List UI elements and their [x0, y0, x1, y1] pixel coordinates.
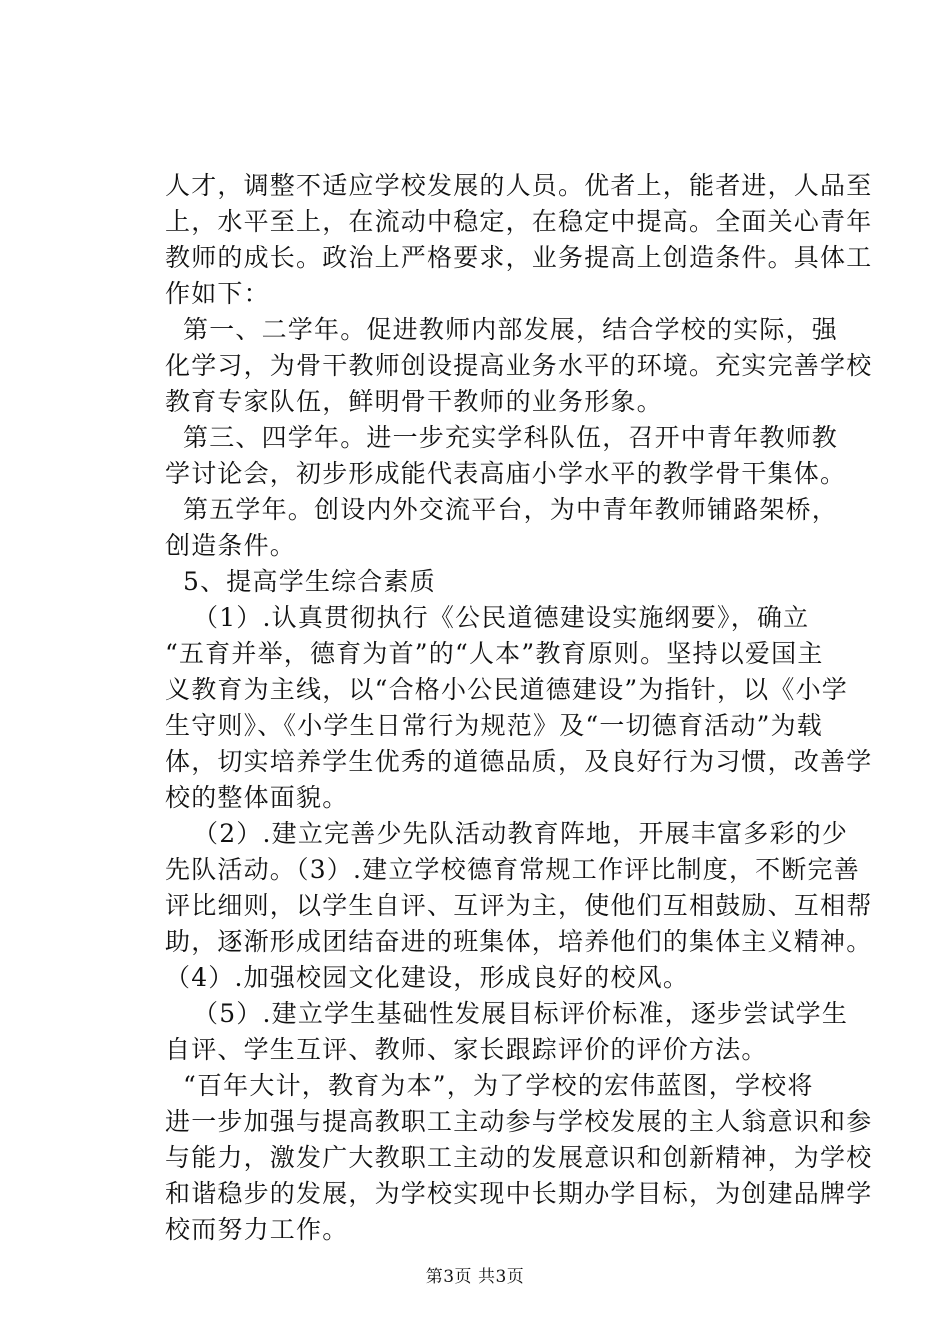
text-line: 化学习，为骨干教师创设提高业务水平的环境。充实完善学校	[165, 351, 873, 380]
text-line: “百年大计，教育为本”，为了学校的宏伟蓝图，学校将	[183, 1071, 814, 1100]
text-line: 体，切实培养学生优秀的道德品质，及良好行为习惯，改善学	[165, 747, 873, 776]
text-line: 人才，调整不适应学校发展的人员。优者上，能者进，人品至	[165, 171, 873, 200]
text-line: 评比细则，以学生自评、互评为主，使他们互相鼓励、互相帮	[165, 891, 873, 920]
text-line: （1）.认真贯彻执行《公民道德建设实施纲要》，确立	[193, 603, 810, 632]
text-line: 5、提高学生综合素质	[183, 567, 436, 596]
text-line: 校的整体面貌。	[165, 783, 349, 812]
text-line: 自评、学生互评、教师、家长跟踪评价的评价方法。	[165, 1035, 768, 1064]
text-line: 与能力，激发广大教职工主动的发展意识和创新精神，为学校	[165, 1143, 873, 1172]
text-line: 创造条件。	[165, 531, 297, 560]
text-line: 学讨论会，初步形成能代表高庙小学水平的教学骨干集体。	[165, 459, 847, 488]
document-body	[165, 168, 873, 1248]
text-line: 第一、二学年。促进教师内部发展，结合学校的实际，强	[183, 315, 839, 344]
text-line: 生守则》、《小学生日常行为规范》及“一切德育活动”为载	[165, 711, 823, 740]
text-line: 进一步加强与提高教职工主动参与学校发展的主人翁意识和参	[165, 1107, 873, 1136]
text-line: 先队活动。（3）.建立学校德育常规工作评比制度，不断完善	[165, 855, 860, 884]
text-line: “五育并举，德育为首”的“人本”教育原则。坚持以爱国主	[165, 639, 824, 668]
text-line: （5）.建立学生基础性发展目标评价标准，逐步尝试学生	[193, 999, 849, 1028]
text-line: 教师的成长。政治上严格要求，业务提高上创造条件。具体工	[165, 243, 873, 272]
text-line: 校而努力工作。	[165, 1215, 349, 1244]
text-line: 第三、四学年。进一步充实学科队伍，召开中青年教师教	[183, 423, 839, 452]
text-line: 助，逐渐形成团结奋进的班集体，培养他们的集体主义精神。	[165, 927, 873, 956]
text-line: 作如下：	[165, 279, 270, 308]
text-line: 和谐稳步的发展，为学校实现中长期办学目标，为创建品牌学	[165, 1179, 873, 1208]
page-footer: 第3页 共3页	[425, 1267, 525, 1287]
text-line: 上，水平至上，在流动中稳定，在稳定中提高。全面关心青年	[165, 207, 873, 236]
text-line: 义教育为主线，以“合格小公民道德建设”为指针，以《小学	[165, 675, 848, 704]
text-line: （2）.建立完善少先队活动教育阵地，开展丰富多彩的少	[193, 819, 849, 848]
text-line: 教育专家队伍，鲜明骨干教师的业务形象。	[165, 387, 663, 416]
text-line: 第五学年。创设内外交流平台，为中青年教师铺路架桥，	[183, 495, 839, 524]
text-line: （4）.加强校园文化建设，形成良好的校风。	[165, 963, 690, 992]
